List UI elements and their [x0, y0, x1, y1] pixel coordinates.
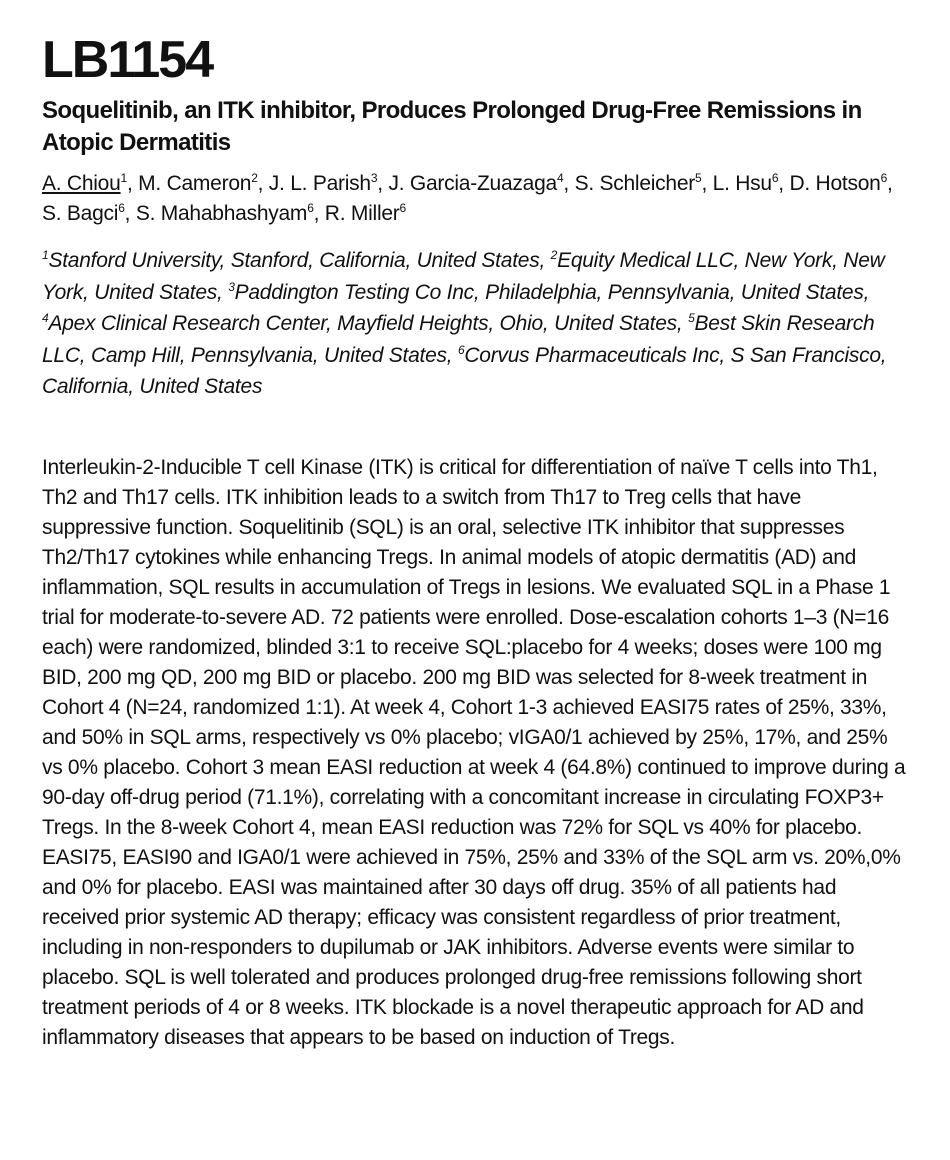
affiliation-number: 1: [42, 248, 49, 262]
author-name: J. L. Parish: [268, 172, 371, 195]
author-separator: ,: [126, 172, 139, 195]
author-name: M. Cameron: [138, 172, 252, 195]
author-separator: ,: [377, 172, 389, 195]
affiliation-text: Best Skin Research LLC, Camp Hill, Pennsylvania, United States,: [42, 312, 875, 367]
affiliation-number: 6: [457, 342, 465, 357]
author-separator: ,: [887, 172, 893, 195]
affiliation: [42, 312, 688, 335]
author-separator: ,: [563, 172, 575, 195]
abstract-title: Soquelitinib, an ITK inhibitor, Produces Prolonged Drug-Free Remissions in Atopic Dermatitis: [42, 97, 862, 156]
author: [388, 172, 574, 195]
affiliation-text: Equity Medical LLC, New York, New York, United States,: [42, 249, 885, 304]
author: [136, 202, 325, 225]
author-affiliation-number: 6: [771, 171, 779, 185]
affiliation-text: Paddington Testing Co Inc, Philadelphia, Pennsylvania, United States,: [234, 280, 870, 304]
affiliation-number: 3: [228, 279, 235, 294]
author: [42, 172, 138, 195]
author-affiliation-number: 3: [370, 171, 378, 185]
author-separator: ,: [313, 202, 325, 225]
author-affiliation-number: 4: [556, 171, 564, 185]
author-list: [42, 169, 912, 229]
affiliation: [42, 249, 551, 272]
affiliation-text: Corvus Pharmaceuticals Inc, S San Francisco, California, United States: [42, 343, 887, 398]
affiliation: [228, 281, 869, 304]
affiliation-list: [42, 245, 912, 403]
author-affiliation-number: 6: [880, 171, 888, 185]
abstract-body: Interleukin-2-Inducible T cell Kinase (ITK) is critical for differentiation of naïve T cells into Th1, Th2 and Th17 cells. ITK inhibition leads to a switch from Th17 to Treg cells that have suppressive function. Soquelitinib (SQL) is an oral, selective ITK inhibitor that suppresses Th2/Th17 cytokines while enhancing Tregs. In animal models of atopic dermatitis (AD) and inflammation, SQL results in accumulation of Tregs in lesions. We evaluated SQL in a Phase 1 trial for moderate-to-severe AD. 72 patients were enrolled. Dose-escalation cohorts 1–3 (N=16 each) were randomized, blinded 3:1 to receive SQL:placebo for 4 weeks; doses were 100 mg BID, 200 mg QD, 200 mg BID or placebo. 200 mg BID was selected for 8-week treatment in Cohort 4 (N=24, randomized 1:1). At week 4, Cohort 1-3 achieved EASI75 rates of 25%, 33%, and 50% in SQL arms, respectively vs 0% placebo; vIGA0/1 achieved by 25%, 17%, and 25% vs 0% placebo. Cohort 3 mean EASI reduction at week 4 (64.8%) continued to improve during a 90-day off-drug period (71.1%), correlating with a concomitant increase in circulating FOXP3+ Tregs. In the 8-week Cohort 4, mean EASI reduction was 72% for SQL vs 40% for placebo. EASI75, EASI90 and IGA0/1 were achieved in 75%, 25% and 33% of the SQL arm vs. 20%,0% and 0% for placebo. EASI was maintained after 30 days off drug. 35% of all patients had received prior systemic AD therapy; efficacy was consistent regardless of prior treatment, including in non-responders to dupilumab or JAK inhibitors. Adverse events were similar to placebo. SQL is well tolerated and produces prolonged drug-free remissions following short treatment periods of 4 or 8 weeks. ITK blockade is a novel therapeutic approach for AD and inflammatory diseases that appears to be based on induction of Tregs.: [42, 455, 906, 1049]
affiliation-text: Stanford University, Stanford, California, United States,: [48, 249, 551, 272]
author-separator: ,: [778, 172, 790, 195]
author-separator: ,: [124, 202, 136, 225]
abstract-code: LB1154: [42, 31, 213, 89]
author-separator: ,: [701, 172, 713, 195]
author-affiliation-number: 1: [120, 171, 127, 185]
author-name: L. Hsu: [712, 172, 772, 195]
author: [713, 172, 790, 195]
author: [269, 172, 389, 195]
author-name: S. Bagci: [42, 202, 119, 225]
author: [138, 172, 269, 195]
author-name: R. Miller: [324, 202, 400, 225]
author-affiliation-number: 5: [695, 171, 702, 185]
author-affiliation-number: 6: [307, 201, 314, 215]
author-name: S. Schleicher: [574, 172, 696, 195]
affiliation-number: 5: [688, 311, 695, 325]
affiliation-number: 2: [550, 248, 558, 262]
author-name: S. Mahabhashyam: [135, 202, 308, 225]
author-separator: ,: [257, 172, 269, 195]
affiliation-text: Apex Clinical Research Center, Mayfield Heights, Ohio, United States,: [48, 312, 689, 335]
author: [789, 172, 892, 195]
affiliation-number: 4: [42, 311, 49, 325]
author: [575, 172, 713, 195]
author: [42, 202, 136, 225]
author-affiliation-number: 6: [399, 201, 406, 215]
author-affiliation-number: 6: [118, 201, 125, 215]
author: [325, 202, 406, 225]
author-name: J. Garcia-Zuazaga: [388, 172, 557, 195]
author-name: A. Chiou: [42, 172, 121, 195]
author-affiliation-number: 2: [251, 171, 258, 185]
author-name: D. Hotson: [789, 172, 881, 195]
